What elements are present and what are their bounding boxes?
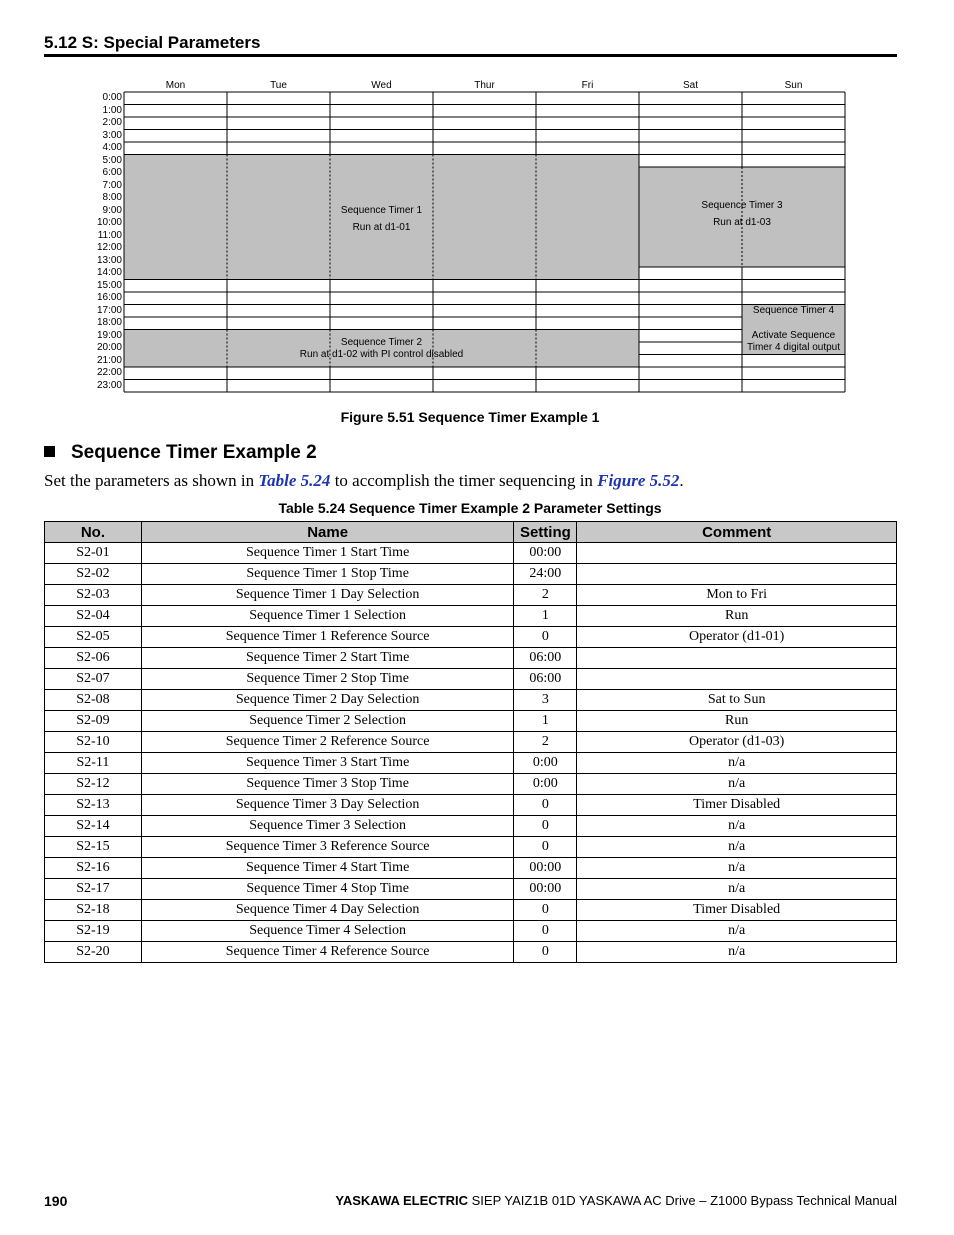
day-label: Thur bbox=[474, 80, 495, 91]
param-name: Sequence Timer 1 Reference Source bbox=[141, 627, 514, 648]
param-comment bbox=[577, 543, 897, 564]
param-number: S2-18 bbox=[45, 900, 142, 921]
table-header-row bbox=[45, 522, 897, 543]
param-setting: 06:00 bbox=[514, 648, 577, 669]
time-label: 6:00 bbox=[102, 167, 122, 178]
footer-brand: YASKAWA ELECTRIC bbox=[335, 1193, 469, 1208]
timer2-name: Sequence Timer 2 bbox=[340, 336, 423, 348]
param-comment: Sat to Sun bbox=[577, 690, 897, 711]
square-bullet-icon bbox=[44, 446, 55, 457]
param-setting: 0 bbox=[514, 900, 577, 921]
subsection-title: Sequence Timer Example 2 bbox=[71, 442, 317, 463]
param-setting: 0:00 bbox=[514, 774, 577, 795]
time-label: 23:00 bbox=[96, 379, 122, 391]
table-link[interactable]: Table 5.24 bbox=[258, 471, 331, 490]
param-setting: 2 bbox=[514, 585, 577, 606]
param-comment bbox=[577, 669, 897, 690]
param-comment: Mon to Fri bbox=[577, 585, 897, 606]
param-comment bbox=[577, 564, 897, 585]
intro-text: . bbox=[679, 471, 684, 490]
param-comment: n/a bbox=[577, 858, 897, 879]
param-comment: n/a bbox=[577, 942, 897, 963]
param-setting: 0 bbox=[514, 816, 577, 837]
param-number: S2-16 bbox=[45, 858, 142, 879]
timer3-name: Sequence Timer 3 bbox=[701, 200, 783, 211]
time-label: 18:00 bbox=[96, 317, 122, 328]
param-number: S2-06 bbox=[45, 648, 142, 669]
table-row bbox=[45, 732, 897, 753]
param-comment: Run bbox=[577, 606, 897, 627]
param-setting: 1 bbox=[514, 711, 577, 732]
parameter-table bbox=[44, 521, 897, 963]
table-row bbox=[45, 879, 897, 900]
time-label: 12:00 bbox=[96, 242, 122, 253]
param-setting: 0 bbox=[514, 795, 577, 816]
param-setting: 0 bbox=[514, 942, 577, 963]
param-comment: n/a bbox=[577, 879, 897, 900]
table-row bbox=[45, 900, 897, 921]
param-comment: Timer Disabled bbox=[577, 900, 897, 921]
param-number: S2-15 bbox=[45, 837, 142, 858]
footer-document-title bbox=[335, 1193, 897, 1208]
param-name: Sequence Timer 1 Stop Time bbox=[141, 564, 514, 585]
param-comment: Operator (d1-03) bbox=[577, 732, 897, 753]
param-name: Sequence Timer 4 Stop Time bbox=[141, 879, 514, 900]
param-number: S2-13 bbox=[45, 795, 142, 816]
time-label: 1:00 bbox=[102, 104, 122, 116]
timer1-name: Sequence Timer 1 bbox=[340, 204, 423, 216]
day-label: Sat bbox=[682, 80, 698, 91]
param-setting: 0 bbox=[514, 921, 577, 942]
param-setting: 00:00 bbox=[514, 543, 577, 564]
param-name: Sequence Timer 2 Reference Source bbox=[141, 732, 514, 753]
param-setting: 00:00 bbox=[514, 879, 577, 900]
param-comment: n/a bbox=[577, 816, 897, 837]
sequence-timer-figure bbox=[0, 0, 954, 400]
param-setting: 0 bbox=[514, 627, 577, 648]
time-label: 19:00 bbox=[96, 329, 122, 341]
timer4-name: Sequence Timer 4 bbox=[752, 304, 835, 316]
table-row bbox=[45, 669, 897, 690]
time-label: 8:00 bbox=[102, 192, 122, 203]
column-header: Name bbox=[141, 522, 514, 543]
param-comment: Timer Disabled bbox=[577, 795, 897, 816]
param-name: Sequence Timer 3 Selection bbox=[141, 816, 514, 837]
subsection-heading bbox=[44, 442, 317, 464]
param-number: S2-17 bbox=[45, 879, 142, 900]
param-setting: 0 bbox=[514, 837, 577, 858]
day-label: Tue bbox=[270, 80, 287, 91]
time-label: 14:00 bbox=[96, 267, 122, 278]
time-label: 20:00 bbox=[96, 342, 122, 353]
table-row bbox=[45, 564, 897, 585]
day-label: Wed bbox=[371, 80, 392, 91]
table-row bbox=[45, 627, 897, 648]
param-comment: n/a bbox=[577, 921, 897, 942]
footer-manual-title: SIEP YAIZ1B 01D YASKAWA AC Drive – Z1000 Bypass Technical Manual bbox=[468, 1193, 897, 1208]
param-name: Sequence Timer 4 Day Selection bbox=[141, 900, 514, 921]
table-row bbox=[45, 606, 897, 627]
param-name: Sequence Timer 1 Day Selection bbox=[141, 585, 514, 606]
table-row bbox=[45, 585, 897, 606]
param-setting: 0:00 bbox=[514, 753, 577, 774]
param-name: Sequence Timer 2 Day Selection bbox=[141, 690, 514, 711]
param-setting: 2 bbox=[514, 732, 577, 753]
param-number: S2-11 bbox=[45, 753, 142, 774]
table-row bbox=[45, 921, 897, 942]
param-name: Sequence Timer 2 Stop Time bbox=[141, 669, 514, 690]
intro-paragraph bbox=[44, 471, 684, 491]
param-number: S2-12 bbox=[45, 774, 142, 795]
param-comment: Operator (d1-01) bbox=[577, 627, 897, 648]
table-row bbox=[45, 753, 897, 774]
param-number: S2-07 bbox=[45, 669, 142, 690]
time-label: 21:00 bbox=[96, 354, 122, 366]
param-setting: 24:00 bbox=[514, 564, 577, 585]
param-name: Sequence Timer 2 Start Time bbox=[141, 648, 514, 669]
timer2-action: Run at d1-02 with PI control disabled bbox=[299, 348, 464, 360]
table-row bbox=[45, 942, 897, 963]
time-label: 22:00 bbox=[96, 367, 122, 378]
timer1-action: Run at d1-01 bbox=[352, 221, 411, 233]
param-number: S2-01 bbox=[45, 543, 142, 564]
day-label: Sun bbox=[784, 80, 803, 91]
param-setting: 3 bbox=[514, 690, 577, 711]
intro-text: to accomplish the timer sequencing in bbox=[330, 471, 598, 490]
table-row bbox=[45, 795, 897, 816]
param-setting: 00:00 bbox=[514, 858, 577, 879]
time-label: 9:00 bbox=[102, 204, 122, 216]
timer3-action: Run at d1-03 bbox=[713, 217, 771, 228]
param-name: Sequence Timer 1 Selection bbox=[141, 606, 514, 627]
timer1-block bbox=[124, 155, 639, 280]
table-row bbox=[45, 690, 897, 711]
table-row bbox=[45, 837, 897, 858]
param-comment: Run bbox=[577, 711, 897, 732]
figure-link[interactable]: Figure 5.52 bbox=[597, 471, 680, 490]
table-row bbox=[45, 543, 897, 564]
param-number: S2-19 bbox=[45, 921, 142, 942]
timer4-action: Activate Sequence Timer 4 digital output bbox=[746, 329, 840, 353]
column-header: Setting bbox=[514, 522, 577, 543]
time-label: 4:00 bbox=[102, 142, 122, 153]
param-name: Sequence Timer 3 Reference Source bbox=[141, 837, 514, 858]
time-label: 10:00 bbox=[96, 217, 122, 228]
param-number: S2-09 bbox=[45, 711, 142, 732]
param-name: Sequence Timer 4 Start Time bbox=[141, 858, 514, 879]
day-label: Fri bbox=[581, 80, 594, 91]
param-comment: n/a bbox=[577, 774, 897, 795]
param-number: S2-20 bbox=[45, 942, 142, 963]
param-name: Sequence Timer 4 Selection bbox=[141, 921, 514, 942]
time-label: 2:00 bbox=[102, 117, 122, 128]
time-label: 0:00 bbox=[102, 92, 122, 103]
time-label: 3:00 bbox=[102, 129, 122, 141]
param-comment: n/a bbox=[577, 837, 897, 858]
table-row bbox=[45, 648, 897, 669]
section-header: 5.12 S: Special Parameters bbox=[44, 33, 261, 52]
table-caption: Table 5.24 Sequence Timer Example 2 Parameter Settings bbox=[278, 500, 662, 516]
time-label: 17:00 bbox=[96, 304, 122, 316]
param-number: S2-05 bbox=[45, 627, 142, 648]
param-name: Sequence Timer 3 Stop Time bbox=[141, 774, 514, 795]
param-number: S2-03 bbox=[45, 585, 142, 606]
param-number: S2-10 bbox=[45, 732, 142, 753]
table-row bbox=[45, 816, 897, 837]
param-name: Sequence Timer 2 Selection bbox=[141, 711, 514, 732]
param-name: Sequence Timer 3 Day Selection bbox=[141, 795, 514, 816]
param-setting: 06:00 bbox=[514, 669, 577, 690]
time-label: 16:00 bbox=[96, 292, 122, 303]
table-row bbox=[45, 774, 897, 795]
param-number: S2-08 bbox=[45, 690, 142, 711]
param-number: S2-14 bbox=[45, 816, 142, 837]
intro-text: Set the parameters as shown in bbox=[44, 471, 259, 490]
column-header: Comment bbox=[577, 522, 897, 543]
param-number: S2-02 bbox=[45, 564, 142, 585]
time-label: 7:00 bbox=[102, 179, 122, 191]
time-label: 15:00 bbox=[96, 279, 122, 291]
time-label: 11:00 bbox=[97, 229, 122, 241]
page-number: 190 bbox=[44, 1193, 68, 1209]
param-name: Sequence Timer 3 Start Time bbox=[141, 753, 514, 774]
table-row bbox=[45, 858, 897, 879]
param-name: Sequence Timer 1 Start Time bbox=[141, 543, 514, 564]
param-setting: 1 bbox=[514, 606, 577, 627]
column-header: No. bbox=[45, 522, 142, 543]
param-name: Sequence Timer 4 Reference Source bbox=[141, 942, 514, 963]
time-label: 13:00 bbox=[96, 254, 122, 266]
param-comment bbox=[577, 648, 897, 669]
day-label: Mon bbox=[165, 80, 186, 91]
table-row bbox=[45, 711, 897, 732]
figure-caption: Figure 5.51 Sequence Timer Example 1 bbox=[340, 409, 600, 425]
param-number: S2-04 bbox=[45, 606, 142, 627]
time-label: 5:00 bbox=[102, 154, 122, 166]
param-comment: n/a bbox=[577, 753, 897, 774]
